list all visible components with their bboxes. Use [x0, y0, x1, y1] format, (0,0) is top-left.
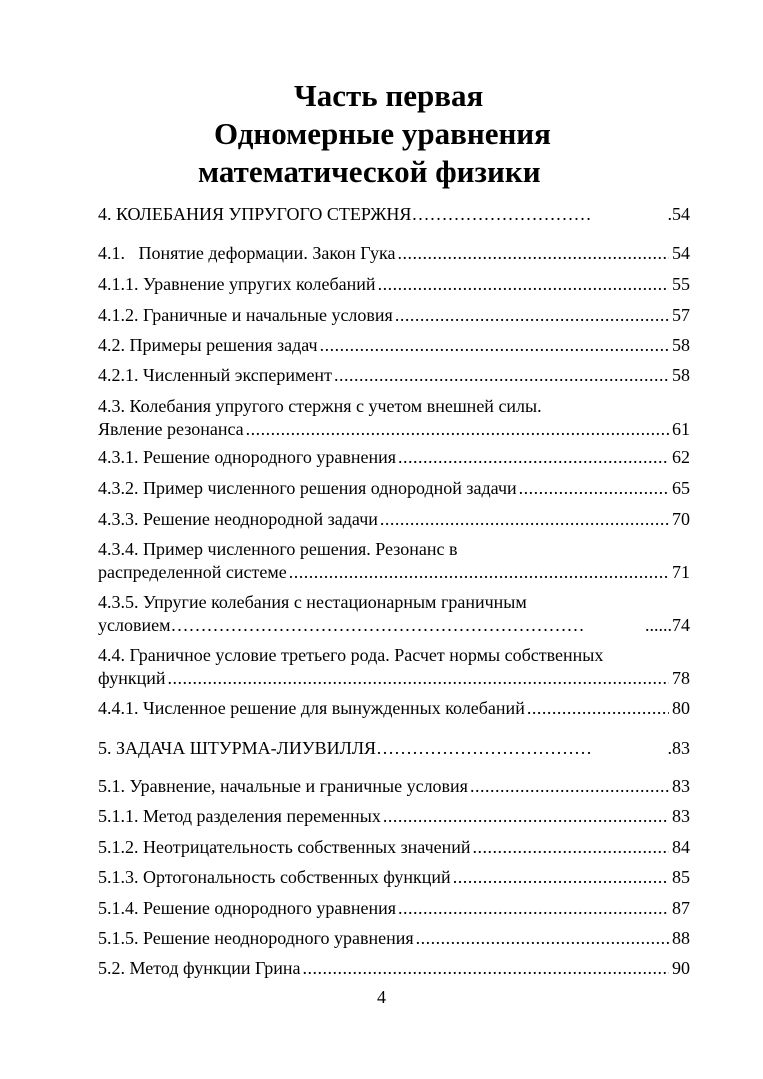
toc-dot-leader: ………………………… [411, 204, 592, 224]
toc-dot-leader: …………………………………………………………… [170, 615, 585, 635]
toc-entry-title: 5.1.4. Решение однородного уравнения [98, 898, 397, 918]
toc-entry-4-3-1[interactable] [98, 446, 690, 469]
toc-entry-title: 4.2.1. Численный эксперимент [98, 365, 332, 385]
toc-entry-title: 5. ЗАДАЧА ШТУРМА-ЛИУВИЛЛЯ [98, 738, 377, 758]
toc-page-number: .83 [667, 738, 690, 758]
toc-page-number: ......74 [645, 615, 690, 635]
toc-page-number: 70 [672, 509, 690, 529]
toc-entry-title: 5.1.5. Решение неоднородного уравнения [98, 928, 414, 948]
toc-entry-5-1[interactable] [98, 775, 690, 798]
toc-entry-title: 5.2. Метод функции Грина [98, 958, 301, 978]
part-subtitle-line-1: Одномерные уравнения [214, 116, 551, 151]
toc-entry-4-3-3[interactable] [98, 508, 690, 531]
toc-dot-leader [398, 897, 669, 920]
toc-dot-leader [380, 508, 669, 531]
toc-dot-leader [378, 273, 669, 296]
toc-entry-title-line-1: 4.3.5. Упругие колебания с нестационарным граничным [98, 592, 527, 612]
toc-page-number: .54 [667, 204, 690, 224]
toc-dot-leader [303, 957, 669, 980]
toc-dot-leader [289, 561, 669, 584]
toc-entry-title-line-1: 4.4. Граничное условие третьего рода. Расчет нормы собственных [98, 645, 604, 665]
toc-entry-title-line-1: 4.3. Колебания упругого стержня с учетом внешней силы. [98, 396, 542, 416]
toc-page-number: 78 [672, 668, 690, 688]
toc-entry-title: 5.1. Уравнение, начальные и граничные условия [98, 776, 468, 796]
toc-entry-title-line-1: 4.3.4. Пример численного решения. Резонанс в [98, 539, 458, 559]
toc-entry-4-3[interactable] [98, 395, 690, 441]
part-title: Часть первая [294, 78, 484, 113]
toc-entry-5-1-2[interactable] [98, 836, 690, 859]
toc-entry-title: 4.1.2. Граничные и начальные условия [98, 305, 393, 325]
toc-entry-5-1-3[interactable] [98, 866, 690, 889]
toc-dot-leader [473, 836, 669, 859]
toc-page-number: 65 [672, 478, 690, 498]
toc-entry-4-3-2[interactable] [98, 477, 690, 500]
toc-dot-leader [397, 242, 669, 265]
toc-entry-title: 5.1.2. Неотрицательность собственных значений [98, 837, 471, 857]
toc-entry-title: 4.1. Понятие деформации. Закон Гука [98, 243, 396, 263]
toc-entry-4-1-2[interactable] [98, 304, 690, 327]
toc-page-number: 87 [672, 898, 690, 918]
toc-dot-leader [395, 304, 669, 327]
toc-page-number: 85 [672, 867, 690, 887]
toc-page-number: 57 [672, 305, 690, 325]
toc-page-number: 83 [672, 806, 690, 826]
toc-dot-leader [320, 334, 669, 357]
part-subtitle-line-2: математической физики [198, 154, 541, 189]
toc-entry-5-1-5[interactable] [98, 927, 690, 950]
toc-entry-chapter-5[interactable] [98, 737, 690, 760]
toc-dot-leader [416, 927, 669, 950]
toc-dot-leader: ……………………………… [376, 738, 593, 758]
toc-page-number: 58 [672, 365, 690, 385]
toc-dot-leader [398, 446, 669, 469]
toc-page-number: 55 [672, 274, 690, 294]
toc-entry-title: функций [98, 668, 166, 688]
toc-entry-4-1-1[interactable] [98, 273, 690, 296]
page-number: 4 [377, 987, 386, 1007]
toc-entry-title: 4. КОЛЕБАНИЯ УПРУГОГО СТЕРЖНЯ [98, 204, 412, 224]
toc-page-number: 80 [672, 698, 690, 718]
toc-entry-title: Явление резонанса [98, 419, 244, 439]
toc-dot-leader [527, 697, 669, 720]
toc-dot-leader [246, 418, 669, 441]
toc-entry-4-3-5[interactable] [98, 591, 690, 637]
toc-entry-4-4[interactable] [98, 644, 690, 690]
toc-page-number: 61 [672, 419, 690, 439]
toc-entry-5-1-1[interactable] [98, 805, 690, 828]
toc-entry-title: распределенной системе [98, 562, 287, 582]
toc-page-number: 62 [672, 447, 690, 467]
toc-entry-title: 4.1.1. Уравнение упругих колебаний [98, 274, 376, 294]
toc-page-number: 88 [672, 928, 690, 948]
toc-dot-leader [334, 364, 669, 387]
toc-entry-4-2-1[interactable] [98, 364, 690, 387]
toc-entry-title: 5.1.3. Ортогональность собственных функций [98, 867, 451, 887]
toc-entry-title: 4.2. Примеры решения задач [98, 335, 318, 355]
toc-page-number: 54 [672, 243, 690, 263]
toc-dot-leader [453, 866, 669, 889]
toc-entry-4-2[interactable] [98, 334, 690, 357]
toc-entry-4-4-1[interactable] [98, 697, 690, 720]
toc-entry-5-2[interactable] [98, 957, 690, 980]
toc-entry-title: 4.3.1. Решение однородного уравнения [98, 447, 397, 467]
toc-page-number: 90 [672, 958, 690, 978]
toc-dot-leader [168, 667, 670, 690]
toc-dot-leader [470, 775, 669, 798]
toc-entry-title: 4.3.2. Пример численного решения однородной задачи [98, 478, 517, 498]
toc-entry-4-3-4[interactable] [98, 538, 690, 584]
toc-entry-title: 4.4.1. Численное решение для вынужденных колебаний [98, 698, 525, 718]
toc-dot-leader [519, 477, 669, 500]
toc-page-number: 71 [672, 562, 690, 582]
toc-entry-4-1[interactable] [98, 242, 690, 265]
toc-entry-title: 5.1.1. Метод разделения переменных [98, 806, 381, 826]
toc-page-number: 83 [672, 776, 690, 796]
toc-page-number: 58 [672, 335, 690, 355]
toc-page-number: 84 [672, 837, 690, 857]
toc-entry-chapter-4[interactable] [98, 203, 690, 226]
toc-dot-leader [383, 805, 669, 828]
toc-entry-title: условием [98, 615, 171, 635]
toc-entry-5-1-4[interactable] [98, 897, 690, 920]
toc-entry-title: 4.3.3. Решение неоднородной задачи [98, 509, 378, 529]
